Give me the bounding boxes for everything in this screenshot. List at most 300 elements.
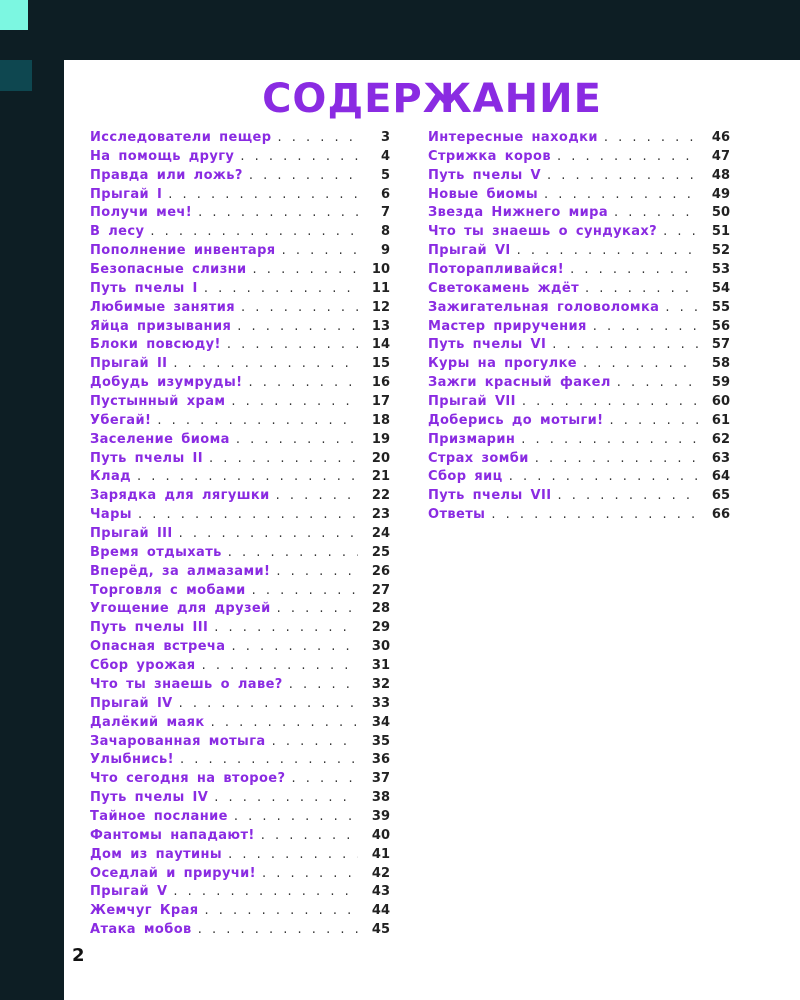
toc-entry-page: 41 bbox=[371, 846, 390, 862]
toc-entry bbox=[428, 299, 730, 318]
toc-entry bbox=[428, 431, 730, 450]
toc-entry-page: 48 bbox=[711, 167, 730, 183]
pixel-tile bbox=[193, 0, 221, 30]
toc-entry-page: 20 bbox=[371, 450, 390, 466]
toc-dot-leader bbox=[231, 638, 358, 657]
toc-entry-page: 9 bbox=[380, 243, 390, 259]
toc-entry-page: 59 bbox=[711, 375, 730, 391]
toc-dot-leader bbox=[535, 450, 698, 469]
toc-entry-title: Прыгай III bbox=[90, 526, 173, 542]
toc-entry-page: 66 bbox=[711, 507, 730, 523]
toc-entry-title: Путь пчелы VI bbox=[428, 337, 547, 353]
toc-entry-title: Что ты знаешь о сундуках? bbox=[428, 224, 658, 240]
toc-dot-leader bbox=[214, 789, 358, 808]
pixel-tile bbox=[772, 0, 800, 30]
toc-entry bbox=[428, 318, 730, 337]
toc-entry bbox=[90, 770, 390, 789]
pixel-tile bbox=[0, 123, 32, 154]
pixel-tile bbox=[32, 812, 64, 843]
toc-dot-leader bbox=[231, 393, 358, 412]
pixel-tile bbox=[166, 0, 194, 30]
pixel-tile bbox=[83, 30, 111, 60]
toc-dot-leader bbox=[179, 695, 358, 714]
pixel-tile bbox=[359, 30, 387, 60]
toc-dot-leader bbox=[138, 506, 358, 525]
pixel-tile bbox=[83, 0, 111, 30]
pixel-tile bbox=[745, 0, 773, 30]
pixel-tile bbox=[0, 624, 32, 655]
toc-dot-leader bbox=[583, 355, 698, 374]
toc-entry-title: Получи меч! bbox=[90, 205, 193, 221]
toc-entry bbox=[90, 695, 390, 714]
toc-entry bbox=[90, 506, 390, 525]
toc-dot-leader bbox=[491, 506, 698, 525]
toc-entry-title: Сбор урожая bbox=[90, 658, 196, 674]
pixel-tile bbox=[32, 499, 64, 530]
toc-dot-leader bbox=[604, 129, 698, 148]
pixel-tile bbox=[32, 624, 64, 655]
pixel-tile bbox=[0, 248, 32, 279]
pixel-tile bbox=[386, 30, 414, 60]
toc-entry bbox=[90, 525, 390, 544]
pixel-tile bbox=[138, 0, 166, 30]
pixel-tile bbox=[0, 499, 32, 530]
pixel-tile bbox=[138, 30, 166, 60]
toc-entry bbox=[428, 412, 730, 431]
pixel-tile bbox=[0, 342, 32, 373]
toc-dot-leader bbox=[240, 148, 358, 167]
toc-entry bbox=[90, 468, 390, 487]
toc-entry-title: Улыбнись! bbox=[90, 752, 174, 768]
toc-entry bbox=[90, 204, 390, 223]
toc-entry-title: Убегай! bbox=[90, 412, 152, 428]
pixel-tile bbox=[0, 561, 32, 592]
pixel-tile bbox=[55, 30, 83, 60]
pixel-tile bbox=[248, 30, 276, 60]
toc-entry-title: Прыгай I bbox=[90, 186, 163, 202]
toc-entry-page: 62 bbox=[711, 431, 730, 447]
toc-entry-page: 14 bbox=[371, 337, 390, 353]
pixel-tile bbox=[32, 530, 64, 561]
toc-entry bbox=[428, 280, 730, 299]
toc-dot-leader bbox=[180, 751, 358, 770]
toc-dot-leader bbox=[277, 129, 358, 148]
pixel-tile bbox=[32, 60, 64, 91]
toc-entry bbox=[428, 148, 730, 167]
toc-entry-title: Далёкий маяк bbox=[90, 714, 205, 730]
pixel-tile bbox=[0, 154, 32, 185]
toc-dot-leader bbox=[173, 883, 358, 902]
toc-entry-title: Добудь изумруды! bbox=[90, 375, 243, 391]
toc-entry-title: Чары bbox=[90, 507, 132, 523]
pixel-tile bbox=[32, 969, 64, 1000]
toc-dot-leader bbox=[276, 487, 358, 506]
toc-entry-page: 24 bbox=[371, 526, 390, 542]
toc-entry bbox=[90, 883, 390, 902]
pixel-tile bbox=[0, 530, 32, 561]
pixel-tile bbox=[331, 30, 359, 60]
toc-entry-page: 51 bbox=[711, 224, 730, 240]
pixel-tile bbox=[0, 687, 32, 718]
toc-dot-leader bbox=[261, 827, 358, 846]
pixel-tile bbox=[0, 655, 32, 686]
page-title: СОДЕРЖАНИЕ bbox=[262, 76, 602, 122]
pixel-tile bbox=[552, 0, 580, 30]
pixel-tile bbox=[469, 0, 497, 30]
toc-entry-page: 15 bbox=[371, 356, 390, 372]
toc-entry-page: 32 bbox=[371, 676, 390, 692]
toc-dot-leader bbox=[289, 676, 358, 695]
toc-entry bbox=[90, 563, 390, 582]
toc-entry-title: Яйца призывания bbox=[90, 318, 232, 334]
pixel-tile bbox=[0, 91, 32, 122]
toc-entry-page: 50 bbox=[711, 205, 730, 221]
pixel-border-left bbox=[0, 60, 64, 1000]
pixel-tile bbox=[414, 30, 442, 60]
toc-entry-title: На помощь другу bbox=[90, 148, 235, 164]
toc-entry bbox=[428, 468, 730, 487]
toc-dot-leader bbox=[252, 582, 358, 601]
toc-entry bbox=[428, 223, 730, 242]
toc-entry bbox=[428, 167, 730, 186]
pixel-tile bbox=[110, 30, 138, 60]
toc-entry bbox=[90, 600, 390, 619]
pixel-tile bbox=[0, 185, 32, 216]
toc-entry-page: 5 bbox=[380, 167, 390, 183]
pixel-tile bbox=[221, 0, 249, 30]
pixel-tile bbox=[0, 0, 28, 30]
toc-entry-page: 56 bbox=[711, 318, 730, 334]
toc-entry-page: 57 bbox=[711, 337, 730, 353]
toc-dot-leader bbox=[211, 714, 358, 733]
toc-dot-leader bbox=[570, 261, 698, 280]
pixel-tile bbox=[32, 373, 64, 404]
pixel-tile bbox=[0, 875, 32, 906]
toc-entry-title: Блоки повсюду! bbox=[90, 337, 221, 353]
pixel-tile bbox=[0, 311, 32, 342]
pixel-tile bbox=[28, 0, 56, 30]
toc-entry bbox=[90, 129, 390, 148]
toc-entry bbox=[90, 733, 390, 752]
toc-entry-title: В лесу bbox=[90, 224, 145, 240]
pixel-tile bbox=[276, 0, 304, 30]
pixel-tile bbox=[32, 718, 64, 749]
toc-entry-page: 49 bbox=[711, 186, 730, 202]
toc-dot-leader bbox=[228, 846, 358, 865]
toc-entry-page: 21 bbox=[371, 469, 390, 485]
toc-entry bbox=[90, 299, 390, 318]
pixel-tile bbox=[32, 937, 64, 968]
toc-entry-page: 30 bbox=[371, 639, 390, 655]
toc-entry-page: 8 bbox=[380, 224, 390, 240]
toc-entry bbox=[428, 393, 730, 412]
toc-entry-title: Путь пчелы I bbox=[90, 280, 198, 296]
pixel-tile bbox=[32, 91, 64, 122]
toc-entry-page: 38 bbox=[371, 790, 390, 806]
pixel-tile bbox=[32, 123, 64, 154]
pixel-tile bbox=[32, 279, 64, 310]
toc-entry bbox=[90, 450, 390, 469]
toc-entry bbox=[428, 336, 730, 355]
toc-entry bbox=[90, 261, 390, 280]
toc-entry-page: 44 bbox=[371, 903, 390, 919]
pixel-tile bbox=[0, 969, 32, 1000]
toc-entry bbox=[428, 186, 730, 205]
toc-entry bbox=[90, 355, 390, 374]
toc-dot-leader bbox=[214, 619, 358, 638]
toc-dot-leader bbox=[228, 544, 358, 563]
toc-entry-page: 60 bbox=[711, 394, 730, 410]
pixel-tile bbox=[0, 906, 32, 937]
toc-dot-leader bbox=[522, 393, 698, 412]
pixel-tile bbox=[0, 30, 28, 60]
toc-entry-title: Интересные находки bbox=[428, 130, 598, 145]
toc-entry-title: Страх зомби bbox=[428, 450, 529, 466]
pixel-tile bbox=[414, 0, 442, 30]
toc-dot-leader bbox=[237, 318, 358, 337]
toc-dot-leader bbox=[227, 336, 358, 355]
toc-entry bbox=[428, 487, 730, 506]
pixel-tile bbox=[662, 0, 690, 30]
pixel-tile bbox=[221, 30, 249, 60]
toc-entry-page: 27 bbox=[371, 582, 390, 598]
pixel-tile bbox=[441, 0, 469, 30]
toc-entry-title: Тайное послание bbox=[90, 808, 228, 824]
toc-dot-leader bbox=[202, 657, 358, 676]
pixel-tile bbox=[32, 749, 64, 780]
toc-entry-page: 25 bbox=[371, 544, 390, 560]
toc-dot-leader bbox=[209, 450, 358, 469]
pixel-tile bbox=[110, 0, 138, 30]
toc-entry-page: 39 bbox=[371, 808, 390, 824]
toc-entry-page: 64 bbox=[711, 469, 730, 485]
toc-dot-leader bbox=[276, 563, 358, 582]
toc-entry-title: Зажигательная головоломка bbox=[428, 299, 660, 315]
toc-dot-leader bbox=[168, 186, 358, 205]
pixel-tile bbox=[745, 30, 773, 60]
pixel-tile bbox=[772, 30, 800, 60]
pixel-tile bbox=[0, 937, 32, 968]
toc-dot-leader bbox=[509, 468, 698, 487]
toc-dot-leader bbox=[236, 431, 358, 450]
toc-entry-title: Фантомы нападают! bbox=[90, 827, 255, 843]
toc-entry-page: 13 bbox=[371, 318, 390, 334]
toc-entry-title: Опасная встреча bbox=[90, 639, 226, 655]
pixel-tile bbox=[32, 185, 64, 216]
toc-entry-title: Безопасные слизни bbox=[90, 262, 247, 278]
toc-dot-leader bbox=[198, 204, 358, 223]
pixel-tile bbox=[276, 30, 304, 60]
toc-entry-title: Любимые занятия bbox=[90, 299, 235, 315]
toc-entry-page: 6 bbox=[380, 186, 390, 202]
toc-entry-page: 18 bbox=[371, 412, 390, 428]
toc-entry-page: 11 bbox=[371, 280, 390, 296]
toc-column-left bbox=[90, 129, 390, 940]
pixel-tile bbox=[386, 0, 414, 30]
toc-dot-leader bbox=[557, 148, 698, 167]
toc-entry-page: 7 bbox=[380, 205, 390, 221]
toc-dot-leader bbox=[617, 374, 698, 393]
pixel-tile bbox=[0, 217, 32, 248]
toc-entry-title: Жемчуг Края bbox=[90, 903, 199, 919]
toc-entry-page: 23 bbox=[371, 507, 390, 523]
toc-entry-title: Дом из паутины bbox=[90, 846, 223, 862]
toc-entry-title: Прыгай II bbox=[90, 356, 168, 372]
toc-dot-leader bbox=[291, 770, 358, 789]
toc-dot-leader bbox=[205, 902, 358, 921]
pixel-tile bbox=[166, 30, 194, 60]
pixel-tile bbox=[193, 30, 221, 60]
pixel-border-top bbox=[0, 0, 800, 60]
pixel-tile bbox=[0, 749, 32, 780]
toc-entry-title: Путь пчелы VII bbox=[428, 488, 552, 504]
toc-entry-title: Доберись до мотыги! bbox=[428, 412, 604, 428]
toc-dot-leader bbox=[150, 223, 358, 242]
pixel-tile bbox=[634, 30, 662, 60]
toc-entry bbox=[90, 676, 390, 695]
toc-dot-leader bbox=[610, 412, 698, 431]
toc-dot-leader bbox=[234, 808, 358, 827]
pixel-tile bbox=[303, 0, 331, 30]
toc-entry bbox=[428, 355, 730, 374]
toc-entry-page: 46 bbox=[711, 130, 730, 145]
toc-entry-page: 58 bbox=[711, 356, 730, 372]
pixel-tile bbox=[32, 436, 64, 467]
pixel-tile bbox=[607, 0, 635, 30]
toc-entry-title: Путь пчелы III bbox=[90, 620, 209, 636]
toc-entry bbox=[90, 808, 390, 827]
toc-entry-title: Прыгай IV bbox=[90, 695, 173, 711]
pixel-tile bbox=[32, 467, 64, 498]
toc-entry-page: 47 bbox=[711, 148, 730, 164]
pixel-tile bbox=[717, 0, 745, 30]
toc-entry-page: 31 bbox=[371, 658, 390, 674]
toc-entry-page: 29 bbox=[371, 620, 390, 636]
toc-entry bbox=[90, 714, 390, 733]
toc-entry-page: 36 bbox=[371, 752, 390, 768]
toc-entry-title: Звезда Нижнего мира bbox=[428, 205, 609, 221]
toc-entry bbox=[90, 865, 390, 884]
pixel-tile bbox=[0, 279, 32, 310]
pixel-tile bbox=[32, 843, 64, 874]
toc-entry bbox=[90, 487, 390, 506]
pixel-tile bbox=[524, 0, 552, 30]
pixel-tile bbox=[331, 0, 359, 30]
toc-entry-title: Прыгай V bbox=[90, 884, 168, 900]
toc-entry-page: 26 bbox=[371, 563, 390, 579]
toc-entry-title: Зарядка для лягушки bbox=[90, 488, 270, 504]
toc-entry bbox=[90, 242, 390, 261]
pixel-tile bbox=[497, 30, 525, 60]
pixel-tile bbox=[441, 30, 469, 60]
pixel-tile bbox=[579, 30, 607, 60]
toc-entry-page: 55 bbox=[711, 299, 730, 315]
toc-dot-leader bbox=[253, 261, 358, 280]
toc-entry bbox=[90, 393, 390, 412]
pixel-tile bbox=[28, 30, 56, 60]
pixel-tile bbox=[0, 405, 32, 436]
toc-dot-leader bbox=[665, 299, 698, 318]
toc-dot-leader bbox=[282, 242, 358, 261]
pixel-tile bbox=[634, 0, 662, 30]
toc-entry-page: 37 bbox=[371, 771, 390, 787]
pixel-tile bbox=[662, 30, 690, 60]
toc-dot-leader bbox=[614, 204, 698, 223]
toc-entry-title: Новые биомы bbox=[428, 186, 539, 202]
toc-entry-title: Поторапливайся! bbox=[428, 262, 565, 278]
toc-entry-page: 63 bbox=[711, 450, 730, 466]
pixel-tile bbox=[303, 30, 331, 60]
pixel-tile bbox=[0, 718, 32, 749]
pixel-tile bbox=[0, 436, 32, 467]
toc-entry-title: Ответы bbox=[428, 507, 486, 523]
pixel-tile bbox=[32, 154, 64, 185]
pixel-tile bbox=[524, 30, 552, 60]
toc-entry-page: 42 bbox=[371, 865, 390, 881]
toc-entry-title: Мастер приручения bbox=[428, 318, 587, 334]
pixel-tile bbox=[32, 687, 64, 718]
toc-entry-title: Путь пчелы II bbox=[90, 450, 204, 466]
toc-entry bbox=[90, 638, 390, 657]
pixel-tile bbox=[32, 655, 64, 686]
toc-entry-title: Вперёд, за алмазами! bbox=[90, 563, 271, 579]
page-number: 2 bbox=[72, 945, 85, 966]
toc-entry bbox=[90, 412, 390, 431]
toc-entry bbox=[90, 167, 390, 186]
toc-dot-leader bbox=[552, 336, 698, 355]
toc-entry bbox=[90, 657, 390, 676]
toc-entry bbox=[90, 148, 390, 167]
pixel-tile bbox=[0, 467, 32, 498]
toc-entry-page: 65 bbox=[711, 488, 730, 504]
pixel-tile bbox=[32, 906, 64, 937]
toc-dot-leader bbox=[547, 167, 698, 186]
toc-entry-title: Путь пчелы V bbox=[428, 167, 542, 183]
toc-entry-page: 45 bbox=[371, 922, 390, 938]
toc-entry-title: Светокамень ждёт bbox=[428, 280, 580, 296]
toc-entry-page: 54 bbox=[711, 280, 730, 296]
toc-entry-page: 22 bbox=[371, 488, 390, 504]
pixel-tile bbox=[607, 30, 635, 60]
pixel-tile bbox=[0, 593, 32, 624]
toc-entry bbox=[90, 751, 390, 770]
toc-entry-title: Заселение биома bbox=[90, 431, 230, 447]
toc-entry-title: Зажги красный факел bbox=[428, 375, 611, 391]
toc-entry-title: Время отдыхать bbox=[90, 544, 222, 560]
toc-dot-leader bbox=[241, 299, 358, 318]
toc-entry-title: Пустынный храм bbox=[90, 394, 226, 410]
toc-entry-page: 10 bbox=[371, 262, 390, 278]
toc-entry-page: 4 bbox=[380, 148, 390, 164]
toc-entry-title: Сбор яиц bbox=[428, 469, 503, 485]
pixel-tile bbox=[32, 311, 64, 342]
pixel-tile bbox=[32, 248, 64, 279]
toc-entry bbox=[90, 789, 390, 808]
toc-entry-page: 17 bbox=[371, 394, 390, 410]
toc-entry-page: 12 bbox=[371, 299, 390, 315]
pixel-tile bbox=[717, 30, 745, 60]
pixel-tile bbox=[32, 405, 64, 436]
toc-dot-leader bbox=[157, 412, 358, 431]
toc-entry-title: Атака мобов bbox=[90, 922, 192, 938]
pixel-tile bbox=[690, 0, 718, 30]
pixel-tile bbox=[359, 0, 387, 30]
toc-column-right bbox=[428, 129, 730, 525]
toc-entry-title: Торговля с мобами bbox=[90, 582, 246, 598]
toc-entry-title: Зачарованная мотыга bbox=[90, 733, 266, 749]
toc-entry-title: Оседлай и приручи! bbox=[90, 865, 256, 881]
pixel-tile bbox=[0, 373, 32, 404]
